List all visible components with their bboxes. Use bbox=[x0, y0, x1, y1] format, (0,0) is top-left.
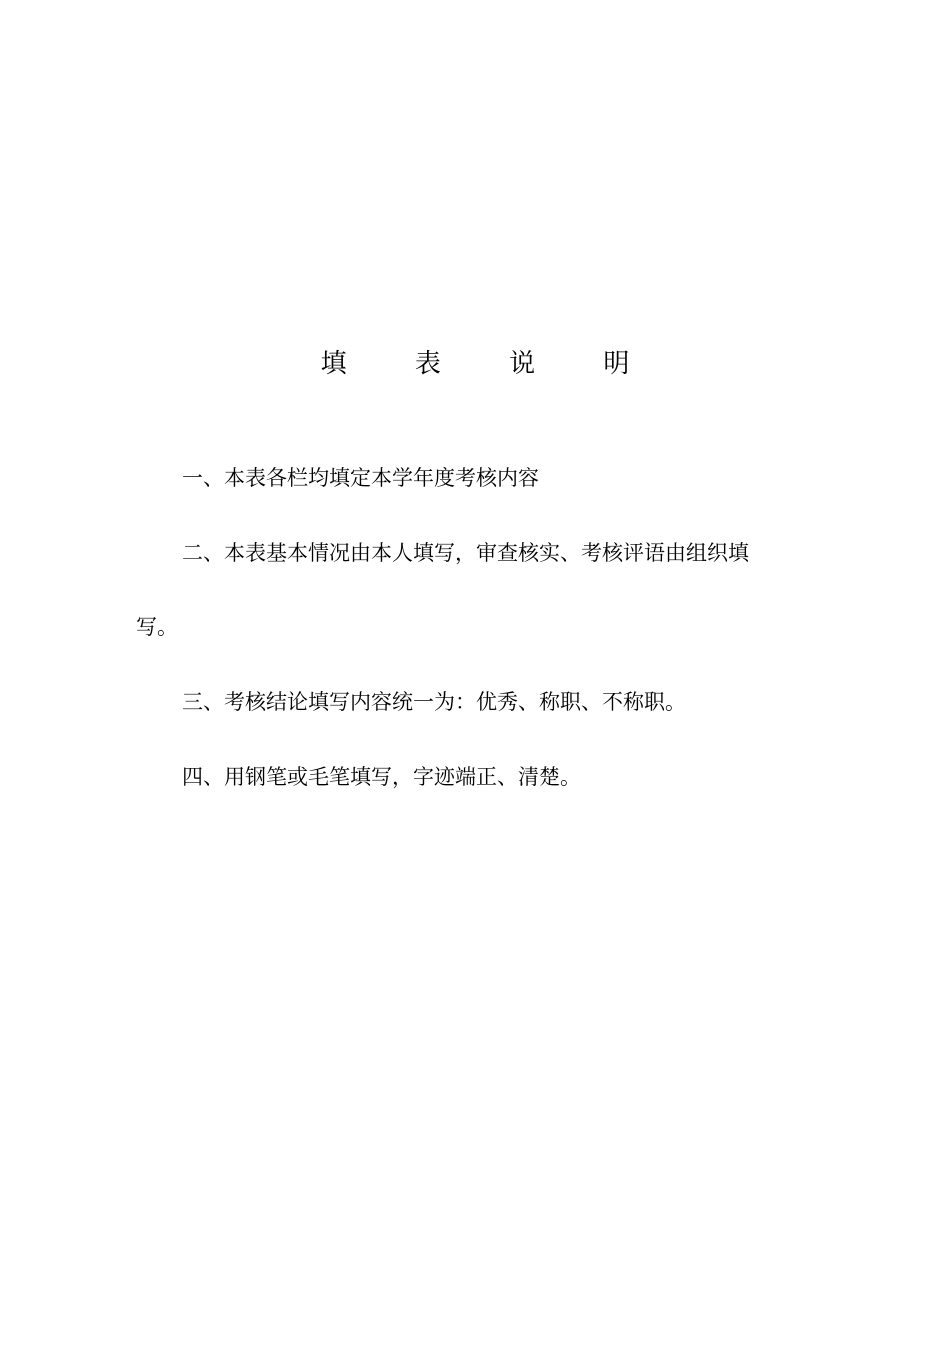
instruction-item-3: 三、考核结论填写内容统一为：优秀、称职、不称职。 bbox=[182, 690, 686, 714]
instruction-item-1: 一、本表各栏均填定本学年度考核内容 bbox=[182, 466, 539, 490]
instruction-item-2: 二、本表基本情况由本人填写，审查核实、考核评语由组织填写。 bbox=[136, 541, 749, 639]
instruction-item-4: 四、用钢笔或毛笔填写，字迹端正、清楚。 bbox=[182, 765, 581, 789]
instructions-list bbox=[136, 456, 786, 830]
document-title: 填 表 说 明 bbox=[320, 349, 660, 379]
